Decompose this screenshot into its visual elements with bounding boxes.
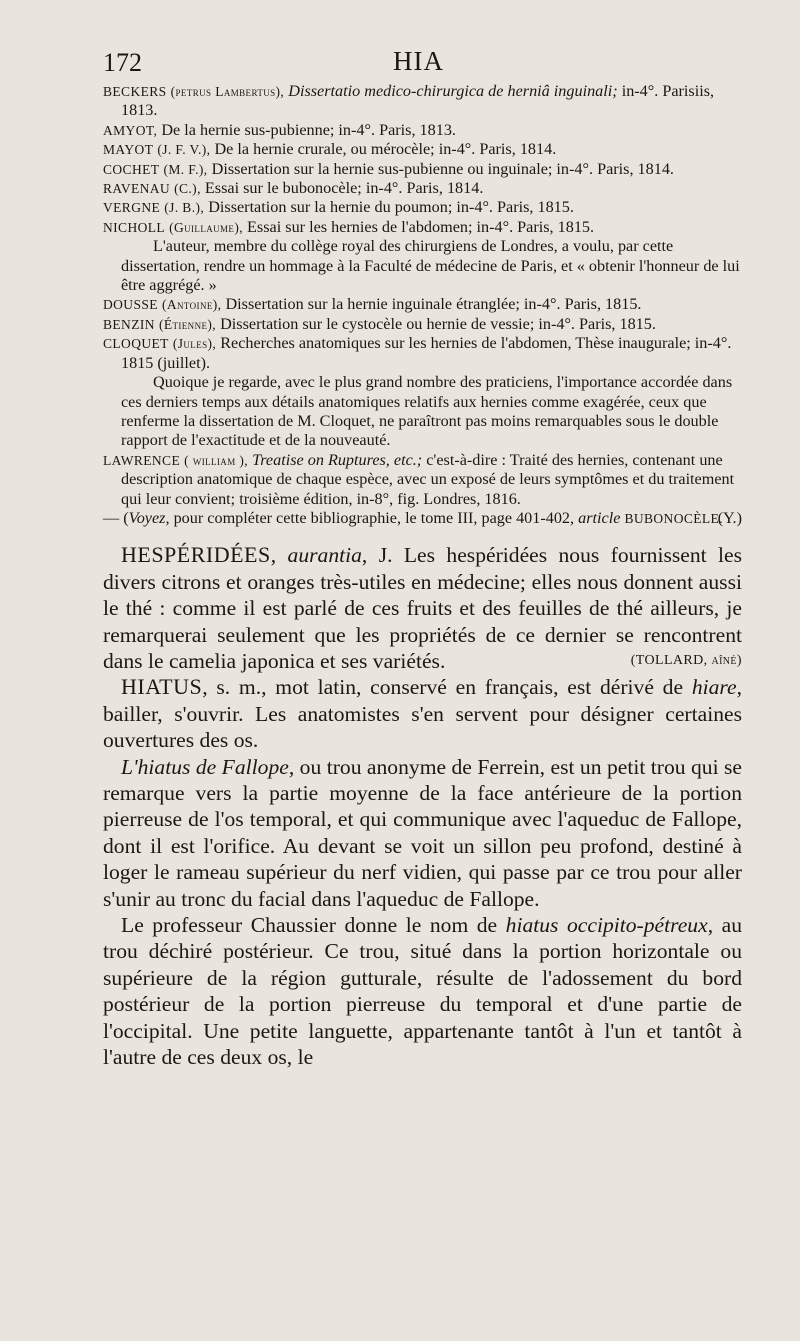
bib-note: Quoique je regarde, avec le plus grand nombre des praticiens, l'importance accordée dans ces derniers temps aux détails anatomiques relatifs aux hernies comme exagérée, ceux que renferme la dissertation de M. Cloquet, ne paraîtront pas moins remarquables sous le double rapport de l'exactitude et de la nouveauté.: [121, 373, 733, 450]
page-header: [103, 48, 742, 76]
bib-entry: COCHET (M. F.), Dissertation sur la hernie sus-pubienne ou inguinale; in-4°. Paris, 1814.: [103, 159, 674, 178]
bib-entry: CLOQUET (Jules), Recherches anatomiques sur les hernies de l'abdomen, Thèse inaugurale; in-4°. 1815 (juillet).: [103, 334, 732, 372]
bib-entry: VERGNE (J. B.), Dissertation sur la hernie du poumon; in-4°. Paris, 1815.: [103, 198, 574, 217]
bib-entry: AMYOT, De la hernie sus-pubienne; in-4°. Paris, 1813.: [103, 120, 456, 139]
bib-entry: DOUSSE (Antoine), Dissertation sur la hernie inguinale étranglée; in-4°. Paris, 1815.: [103, 295, 642, 314]
bib-entry: BENZIN (Étienne), Dissertation sur le cystocèle ou hernie de vessie; in-4°. Paris, 1815.: [103, 314, 656, 333]
see-also: — (Voyez, pour compléter cette bibliographie, le tome III, page 401-402, article BUBONOCÈLE. (Y.): [103, 508, 742, 527]
lemma: HESPÉRIDÉES: [121, 542, 271, 568]
bib-entry: NICHOLL (Guillaume), Essai sur les hernies de l'abdomen; in-4°. Paris, 1815.: [103, 217, 595, 236]
bib-note: L'auteur, membre du collège royal des chirurgiens de Londres, a voulu, par cette dissertation, rendre un hommage à la Faculté de médecine de Paris, et « obtenir l'honneur de lui être aggrégé. »: [121, 237, 740, 295]
bib-entry: LAWRENCE ( william ), Treatise on Ruptures, etc.; c'est-à-dire : Traité des hernies, contenant une description anatomique de chaque espèce, avec un exposé de leurs symptômes et du traitement qui leur convient; troisième édition, in-8°, fig. Londres, 1816.: [103, 450, 735, 508]
article-hiatus: HIATUS, s. m., mot latin, conservé en français, est dérivé de hiare, bailler, s'ouvrir. Les anatomistes s'en servent pour désigner certaines ouvertures des os.: [103, 674, 742, 753]
article-paragraph: L'hiatus de Fallope, ou trou anonyme de Ferrein, est un petit trou qui se remarque vers la partie moyenne de la face antérieure de la portion pierreuse de l'os temporal, et qui communique avec l'aqueduc de Fallope, dont il est l'orifice. Au devant se voit un sillon peu profond, destiné à loger le rameau supérieur du nerf vidien, qui passe par ce trou pour aller s'unir au tronc du facial dans l'aqueduc de Fallope.: [103, 754, 743, 911]
bib-entry: RAVENAU (C.), Essai sur le bubonocèle; in-4°. Paris, 1814.: [103, 179, 484, 198]
bib-entry: BECKERS (petrus Lambertus), Dissertatio medico-chirurgica de herniâ inguinali; in-4°. Parisiis, 1813.: [103, 82, 715, 120]
lemma: HIATUS: [121, 674, 203, 700]
bibliography: [103, 82, 742, 528]
bib-entry: MAYOT (J. F. V.), De la hernie crurale, ou mérocèle; in-4°. Paris, 1814.: [103, 140, 557, 159]
signature: (TOLLARD, aîné): [630, 652, 742, 668]
signature: (Y.): [717, 508, 742, 527]
running-head: HIA: [393, 46, 444, 76]
article-hesperidees: HESPÉRIDÉES, aurantia, J. Les hespéridées nous fournissent les divers citrons et oranges très-utiles en médecine; elles nous donnent aussi le thé : comme il est parlé de ces fruits et des feuilles de thé ailleurs, je remarquerai seulement que les propriétés de ce dernier se rencontrent dans le camelia japonica et ses variétés. (TOLLARD, aîné): [103, 542, 742, 673]
dictionary-articles: [103, 542, 742, 1070]
page-number: 172: [103, 48, 142, 77]
article-paragraph: Le professeur Chaussier donne le nom de hiatus occipito-pétreux, au trou déchiré postérieur. Ce trou, situé dans la portion horizontale ou supérieure de la région gutturale, résulte de l'adossement du bord postérieur de la portion pierreuse du temporal et d'une partie de l'occipital. Une petite languette, appartenante tantôt à l'un et tantôt à l'autre de ces deux os, le: [103, 913, 742, 1070]
